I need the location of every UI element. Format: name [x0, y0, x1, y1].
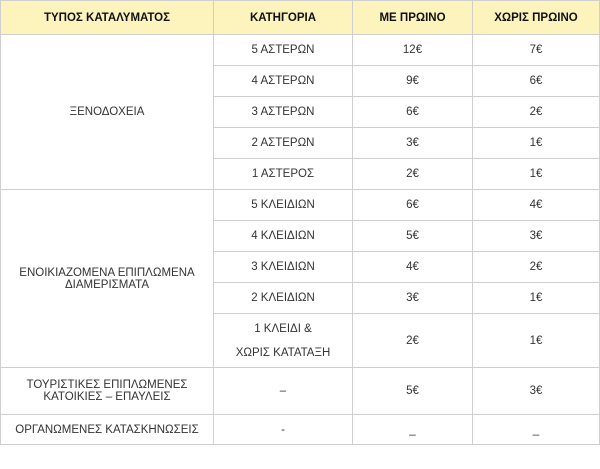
- without-breakfast-cell: _: [473, 415, 600, 445]
- category-line: 1 ΚΛΕΙΔΙ &: [254, 322, 312, 335]
- category-cell: 2 ΑΣΤΕΡΩΝ: [214, 128, 353, 159]
- with-breakfast-cell: 2€: [353, 159, 473, 190]
- category-cell: 4 ΑΣΤΕΡΩΝ: [214, 66, 353, 97]
- with-breakfast-cell: 5€: [353, 221, 473, 252]
- category-cell: 3 ΑΣΤΕΡΩΝ: [214, 97, 353, 128]
- category-cell: 4 ΚΛΕΙΔΙΩΝ: [214, 221, 353, 252]
- type-apartments: ΕΝΟΙΚΙΑΖΟΜΕΝΑ ΕΠΙΠΛΩΜΕΝΑ ΔΙΑΜΕΡΙΣΜΑΤΑ: [1, 190, 214, 368]
- with-breakfast-cell: 5€: [353, 368, 473, 415]
- without-breakfast-cell: 1€: [473, 159, 600, 190]
- without-breakfast-cell: 2€: [473, 97, 600, 128]
- category-cell: [214, 314, 353, 368]
- without-breakfast-cell: 1€: [473, 128, 600, 159]
- with-breakfast-cell: 9€: [353, 66, 473, 97]
- with-breakfast-cell: 2€: [353, 314, 473, 368]
- category-cell: 5 ΑΣΤΕΡΩΝ: [214, 35, 353, 66]
- with-breakfast-cell: 3€: [353, 128, 473, 159]
- without-breakfast-cell: 2€: [473, 252, 600, 283]
- category-cell: 1 ΑΣΤΕΡΟΣ: [214, 159, 353, 190]
- with-breakfast-cell: 6€: [353, 190, 473, 221]
- category-line: ΧΩΡΙΣ ΚΑΤΑΤΑΞΗ: [235, 346, 331, 359]
- header-category: ΚΑΤΗΓΟΡΙΑ: [214, 1, 353, 35]
- type-campsites: ΟΡΓΑΝΩΜΕΝΕΣ ΚΑΤΑΣΚΗΝΩΣΕΙΣ: [1, 415, 214, 445]
- without-breakfast-cell: 1€: [473, 314, 600, 368]
- header-type: ΤΥΠΟΣ ΚΑΤΑΛΥΜΑΤΟΣ: [1, 1, 214, 35]
- without-breakfast-cell: 7€: [473, 35, 600, 66]
- type-hotels: ΞΕΝΟΔΟΧΕΙΑ: [1, 35, 214, 190]
- category-cell: 3 ΚΛΕΙΔΙΩΝ: [214, 252, 353, 283]
- with-breakfast-cell: 12€: [353, 35, 473, 66]
- header-without-breakfast: ΧΩΡΙΣ ΠΡΩΙΝΟ: [473, 1, 600, 35]
- with-breakfast-cell: 4€: [353, 252, 473, 283]
- with-breakfast-cell: 6€: [353, 97, 473, 128]
- without-breakfast-cell: 3€: [473, 221, 600, 252]
- without-breakfast-cell: 3€: [473, 368, 600, 415]
- table-row: [1, 35, 600, 66]
- category-cell: -: [214, 415, 353, 445]
- with-breakfast-cell: 3€: [353, 283, 473, 314]
- header-with-breakfast: ΜΕ ΠΡΩΙΝΟ: [353, 1, 473, 35]
- header-row: [1, 1, 600, 35]
- table-row: [1, 415, 600, 445]
- with-breakfast-cell: _: [353, 415, 473, 445]
- without-breakfast-cell: 1€: [473, 283, 600, 314]
- type-tourist-residences: ΤΟΥΡΙΣΤΙΚΕΣ ΕΠΙΠΛΩΜΕΝΕΣ ΚΑΤΟΙΚΙΕΣ – ΕΠΑΥΛΕΙΣ: [1, 368, 214, 415]
- table-row: [1, 190, 600, 221]
- category-cell: 2 ΚΛΕΙΔΙΩΝ: [214, 283, 353, 314]
- without-breakfast-cell: 6€: [473, 66, 600, 97]
- without-breakfast-cell: 4€: [473, 190, 600, 221]
- category-cell: –: [214, 368, 353, 415]
- category-cell: 5 ΚΛΕΙΔΙΩΝ: [214, 190, 353, 221]
- table-row: [1, 368, 600, 415]
